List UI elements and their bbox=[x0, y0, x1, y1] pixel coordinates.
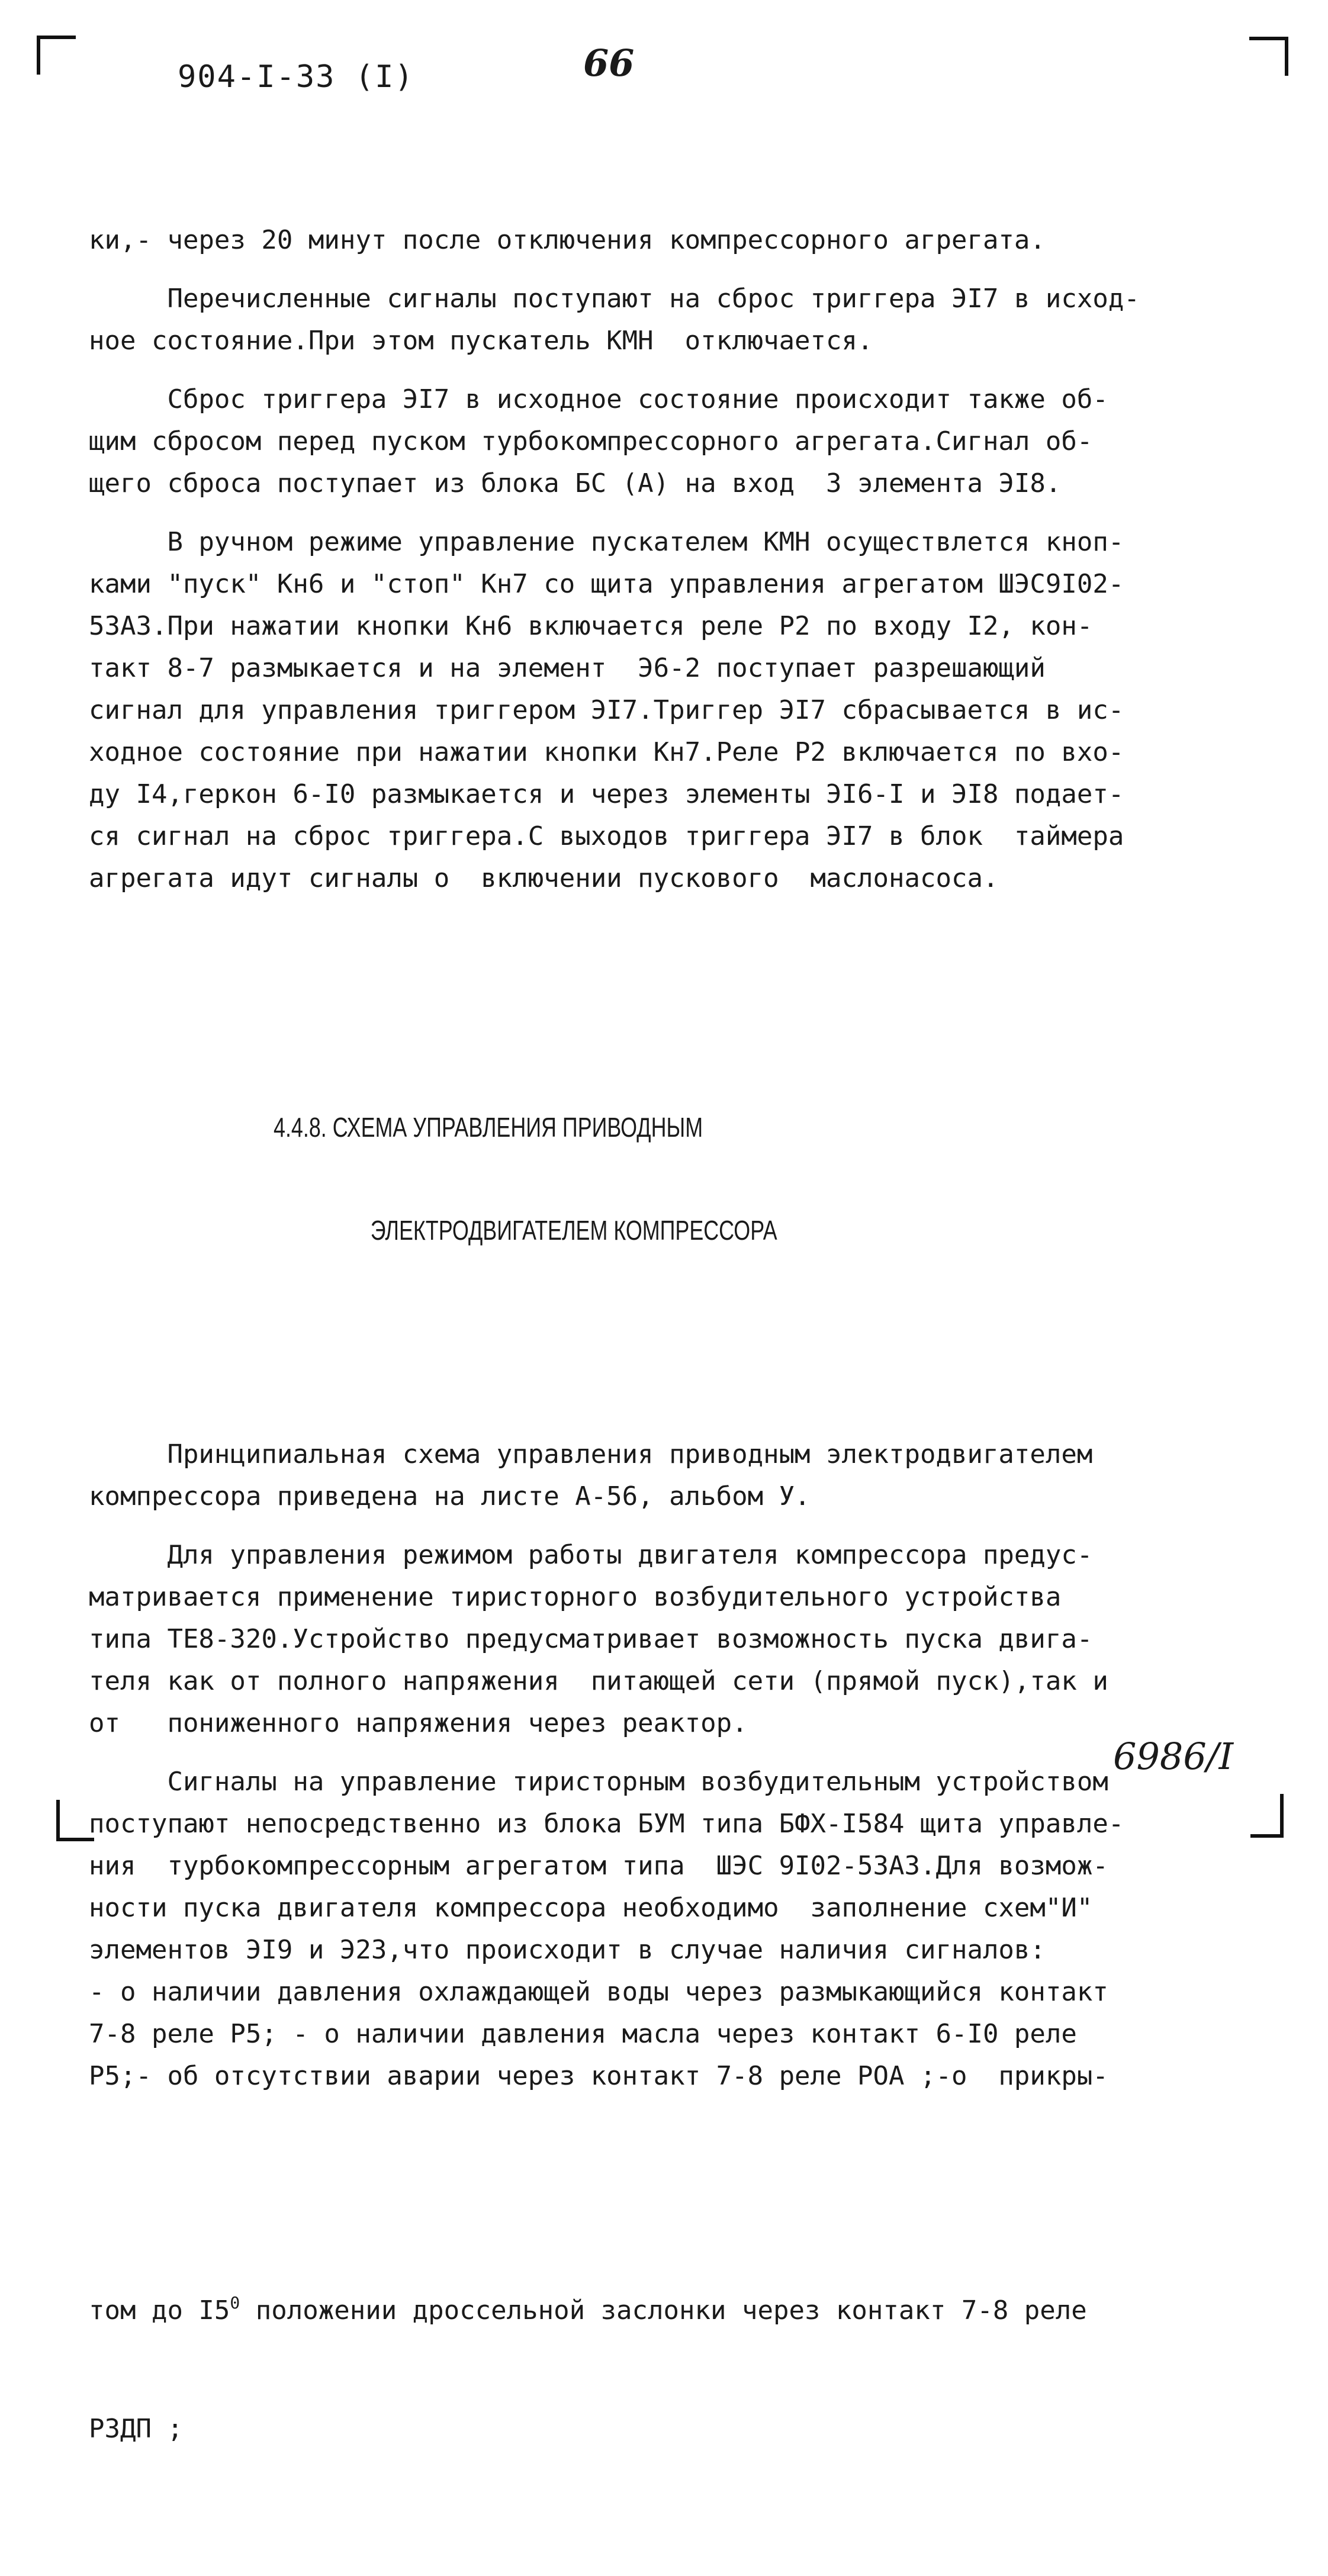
text-line: щего сброса поступает из блока БС (А) на вход 3 элемента ЭI8. bbox=[89, 468, 1062, 499]
text-line: Принципиальная схема управления приводным электродвигателем bbox=[89, 1439, 1093, 1469]
page-number: 66 bbox=[583, 41, 635, 85]
text-line: такт 8-7 размыкается и на элемент Э6-2 поступает разрешающий bbox=[89, 653, 1046, 683]
document-body bbox=[89, 135, 1273, 2576]
section-heading bbox=[89, 1041, 1012, 1316]
paragraph bbox=[89, 219, 1273, 261]
section-heading-line-2: ЭЛЕКТРОДВИГАТЕЛЕМ КОМПРЕССОРА bbox=[370, 1215, 777, 1246]
text-fragment: том до I5 bbox=[89, 2295, 230, 2326]
text-line: Р5;- об отсутствии аварии через контакт 7-8 реле РОА ;-о прикры- bbox=[89, 2061, 1108, 2091]
text-line: 7-8 реле Р5; - о наличии давления масла через контакт 6-I0 реле bbox=[89, 2019, 1077, 2049]
text-line: 53А3.При нажатии кнопки Кн6 включается реле Р2 по входу I2, кон- bbox=[89, 611, 1093, 641]
text-line: ки,- через 20 минут после отключения компрессорного агрегата. bbox=[89, 225, 1046, 255]
paragraph-group-2 bbox=[89, 1433, 1273, 2097]
sheet-number: 6986/I bbox=[1113, 1735, 1234, 1778]
paragraph bbox=[89, 521, 1273, 899]
text-line: ности пуска двигателя компрессора необходимо заполнение схем"И" bbox=[89, 1893, 1093, 1923]
text-line: ками "пуск" Кн6 и "стоп" Кн7 со щита управления агрегатом ШЭС9I02- bbox=[89, 569, 1124, 599]
text-fragment: положении дроссельной заслонки через контакт 7-8 реле bbox=[240, 2295, 1087, 2326]
paragraph bbox=[89, 378, 1273, 504]
text-line: Перечисленные сигналы поступают на сброс триггера ЭI7 в исход- bbox=[89, 284, 1140, 314]
text-line: сигнал для управления триггером ЭI7.Триггер ЭI7 сбрасывается в ис- bbox=[89, 695, 1124, 725]
text-line: - о наличии давления охлаждающей воды через размыкающийся контакт bbox=[89, 1977, 1108, 2007]
text-line: от пониженного напряжения через реактор. bbox=[89, 1708, 748, 1738]
text-line bbox=[89, 2282, 1273, 2324]
text-line: поступают непосредственно из блока БУМ типа БФХ-I584 щита управле- bbox=[89, 1809, 1124, 1839]
text-line: матривается применение тиристорного возбудительного устройства bbox=[89, 1582, 1062, 1612]
text-line: РЗДП ; bbox=[89, 2414, 183, 2444]
text-line: элементов ЭI9 и Э23,что происходит в случае наличия сигналов: bbox=[89, 1935, 1046, 1965]
text-line: ния турбокомпрессорным агрегатом типа ШЭС 9I02-53А3.Для возмож- bbox=[89, 1851, 1108, 1881]
text-line: В ручном режиме управление пускателем КМН осуществлется кноп- bbox=[89, 527, 1124, 557]
paragraph-final bbox=[89, 2198, 1273, 2534]
text-line: теля как от полного напряжения питающей сети (прямой пуск),так и bbox=[89, 1666, 1108, 1696]
text-line: агрегата идут сигналы о включении пускового маслонасоса. bbox=[89, 863, 999, 893]
text-line: Сигналы на управление тиристорным возбудительным устройством bbox=[89, 1767, 1108, 1797]
text-line: типа ТЕ8-320.Устройство предусматривает возможность пуска двига- bbox=[89, 1624, 1093, 1654]
document-code: 904-I-33 (I) bbox=[178, 59, 414, 95]
corner-mark-top-left bbox=[37, 36, 76, 75]
text-line: Для управления режимом работы двигателя компрессора предус- bbox=[89, 1540, 1093, 1570]
text-line: ное состояние.При этом пускатель КМН отключается. bbox=[89, 326, 873, 356]
paragraph-group-1 bbox=[89, 219, 1273, 899]
text-line: компрессора приведена на листе А-56, альбом У. bbox=[89, 1481, 811, 1511]
text-line: ся сигнал на сброс триггера.С выходов триггера ЭI7 в блок таймера bbox=[89, 821, 1124, 851]
section-heading-line-1: 4.4.8. СХЕМА УПРАВЛЕНИЯ ПРИВОДНЫМ bbox=[274, 1112, 703, 1143]
paragraph bbox=[89, 1761, 1273, 2097]
corner-mark-top-right bbox=[1249, 37, 1288, 76]
paragraph bbox=[89, 1534, 1273, 1744]
text-line: Сброс триггера ЭI7 в исходное состояние происходит также об- bbox=[89, 384, 1108, 414]
text-line: ду I4,геркон 6-I0 размыкается и через элементы ЭI6-I и ЭI8 подает- bbox=[89, 779, 1124, 809]
paragraph bbox=[89, 1433, 1273, 1517]
text-line: щим сбросом перед пуском турбокомпрессорного агрегата.Сигнал об- bbox=[89, 426, 1093, 456]
degree-superscript: 0 bbox=[230, 2293, 240, 2313]
paragraph bbox=[89, 278, 1273, 362]
text-line: ходное состояние при нажатии кнопки Кн7.Реле Р2 включается по вхо- bbox=[89, 737, 1124, 767]
